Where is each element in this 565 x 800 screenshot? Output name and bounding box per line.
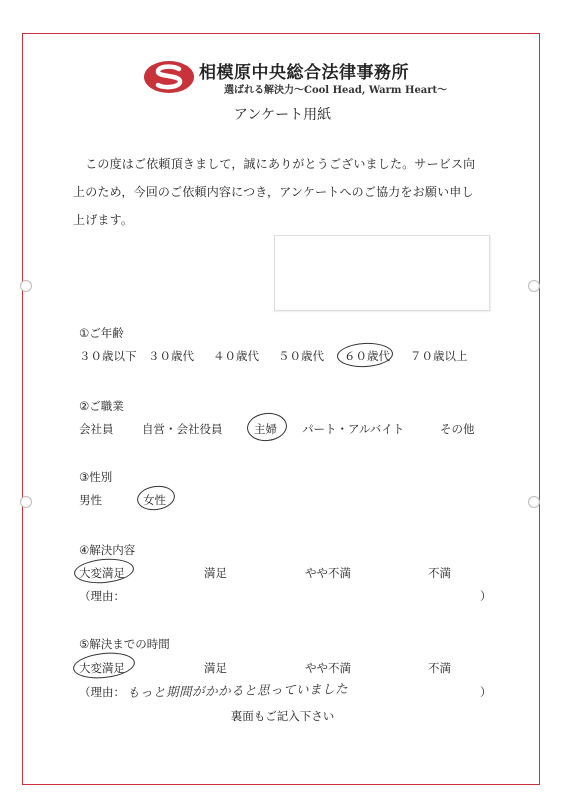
punch-hole: [20, 496, 32, 508]
time-option[interactable]: 不満: [428, 661, 451, 675]
stamp-box: [274, 235, 490, 311]
resolution-option-selected[interactable]: 大変満足: [79, 566, 125, 580]
firm-logo-icon: [143, 60, 195, 94]
page-title: アンケート用紙: [233, 107, 332, 123]
footer-note: 裏面もご記入下さい: [230, 709, 335, 723]
age-option-selected[interactable]: ６０歳代: [344, 349, 390, 363]
occupation-option[interactable]: 会社員: [79, 422, 114, 436]
firm-tagline: 選ばれる解決力〜Cool Head, Warm Heart〜: [224, 85, 448, 96]
reason-open-paren: （理由：: [79, 589, 125, 603]
reason-close-paren: ）: [480, 685, 492, 699]
reason-text[interactable]: もっと期間がかかると思っていました: [126, 681, 349, 700]
occupation-option[interactable]: その他: [440, 422, 475, 436]
occupation-option-selected[interactable]: 主婦: [254, 422, 277, 436]
punch-hole: [528, 496, 540, 508]
resolution-option[interactable]: 不満: [428, 566, 451, 580]
question-age-label: ①ご年齢: [79, 326, 124, 340]
intro-paragraph: [73, 150, 497, 234]
occupation-option[interactable]: 自営・会社役員: [142, 422, 223, 436]
reason-close-paren: ）: [480, 589, 492, 603]
gender-option[interactable]: 男性: [79, 493, 102, 507]
gender-option-selected[interactable]: 女性: [143, 493, 166, 507]
time-option[interactable]: 満足: [204, 661, 227, 675]
intro-line: 上のため，今回のご依頼内容につき，アンケートへのご協力をお願い申し: [73, 185, 474, 199]
firm-name: 相模原中央総合法律事務所: [199, 63, 409, 83]
resolution-option[interactable]: 満足: [204, 566, 227, 580]
age-option[interactable]: ４０歳代: [213, 349, 259, 363]
question-resolution-label: ④解決内容: [79, 543, 136, 557]
age-option[interactable]: ５０歳代: [278, 349, 324, 363]
resolution-option[interactable]: やや不満: [305, 566, 351, 580]
punch-hole: [528, 280, 540, 292]
age-option[interactable]: ３０歳以下: [79, 349, 137, 363]
age-option[interactable]: ３０歳代: [148, 349, 194, 363]
age-option[interactable]: ７０歳以上: [410, 349, 468, 363]
question-occupation-label: ②ご職業: [79, 399, 124, 413]
occupation-option[interactable]: パート・アルバイト: [302, 422, 405, 436]
time-option-selected[interactable]: 大変満足: [79, 661, 125, 675]
question-time-label: ⑤解決までの時間: [79, 637, 170, 651]
time-option[interactable]: やや不満: [305, 661, 351, 675]
intro-line: この度はご依頼頂きまして，誠にありがとうございました。サービス向: [73, 157, 476, 171]
intro-line: 上げます。: [73, 213, 134, 227]
punch-hole: [20, 280, 32, 292]
question-gender-label: ③性別: [79, 470, 113, 484]
reason-open-paren: （理由：: [79, 685, 125, 699]
